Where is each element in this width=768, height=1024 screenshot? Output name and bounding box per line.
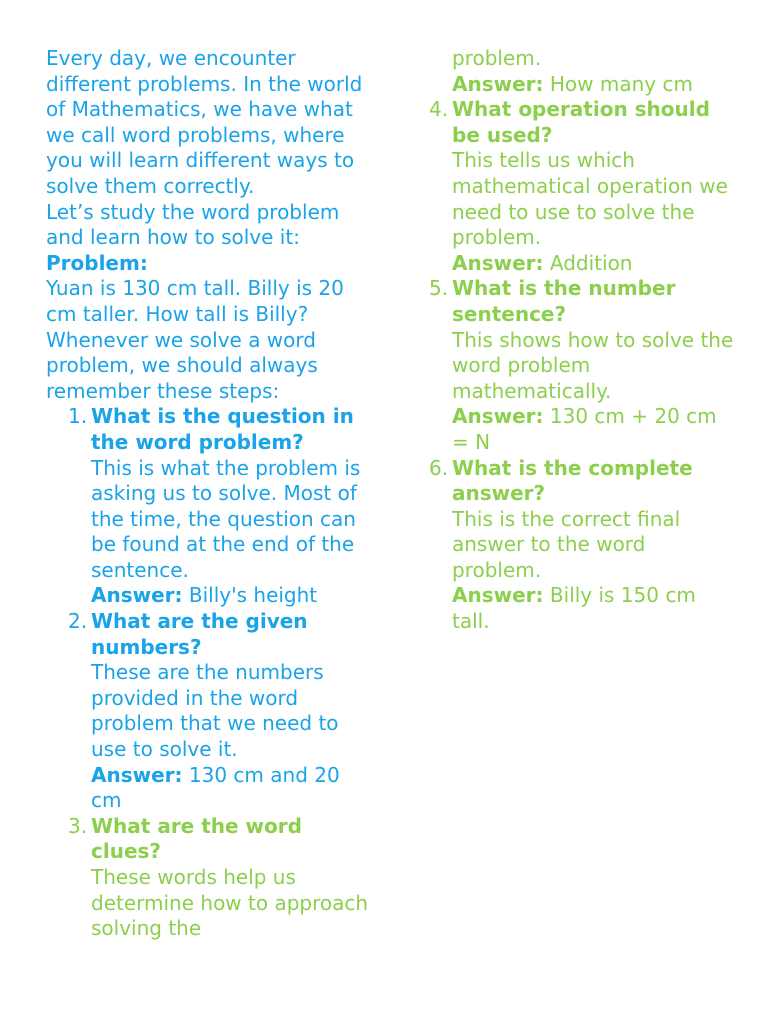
step-1 <box>46 404 376 609</box>
answer-value: 130 cm and 20 cm <box>91 762 340 813</box>
step-answer <box>452 251 737 277</box>
step-title: What is the question in the word problem? <box>91 404 354 454</box>
step-answer <box>452 72 737 98</box>
problem-label: Problem: <box>46 250 148 275</box>
step-description: These are the numbers provided in the word problem that we need to use to solve it. <box>91 660 339 762</box>
answer-label: Answer: <box>91 762 183 787</box>
answer-label: Answer: <box>452 71 544 96</box>
step-title: What are the given numbers? <box>91 609 308 659</box>
step-description-continued: problem. <box>452 46 542 70</box>
step-number: 2. <box>68 609 88 634</box>
answer-value: Addition <box>549 250 633 275</box>
step-answer <box>452 404 737 455</box>
step-description: This tells us which mathematical operation we need to use to solve the problem. <box>452 148 728 250</box>
intro-section <box>46 46 376 404</box>
right-column <box>407 46 737 635</box>
step-title: What is the number sentence? <box>452 276 676 326</box>
step-title: What are the word clues? <box>91 813 302 864</box>
step-6 <box>407 456 737 635</box>
step-number: 1. <box>68 404 88 429</box>
step-4 <box>407 97 737 276</box>
step-answer <box>452 583 737 634</box>
answer-value: How many cm <box>549 71 693 96</box>
step-answer <box>91 763 376 814</box>
problem-text: Yuan is 130 cm tall. Billy is 20 cm taller. How tall is Billy? <box>46 276 344 326</box>
step-3-continued <box>407 46 737 97</box>
answer-label: Answer: <box>91 583 183 608</box>
step-number: 4. <box>429 97 449 122</box>
left-column <box>46 46 376 942</box>
step-title: What is the complete answer? <box>452 455 693 506</box>
step-5 <box>407 276 737 455</box>
answer-label: Answer: <box>452 583 544 608</box>
answer-value: Billy's height <box>188 583 318 608</box>
step-description: These words help us determine how to approach solving the <box>91 865 369 941</box>
answer-label: Answer: <box>452 250 544 275</box>
answer-value: Billy is 150 cm tall. <box>452 583 696 634</box>
answer-value: 130 cm + 20 cm = N <box>452 404 717 454</box>
intro-lead-in: Let’s study the word problem and learn how to solve it: <box>46 199 340 250</box>
step-3 <box>46 814 376 942</box>
step-2 <box>46 609 376 814</box>
step-number: 3. <box>68 813 88 838</box>
step-description: This is what the problem is asking us to solve. Most of the time, the question can be found at the end of the sentence. <box>91 455 361 582</box>
step-number: 6. <box>429 455 449 480</box>
step-title: What operation should be used? <box>452 97 710 147</box>
step-answer <box>91 583 376 609</box>
step-number: 5. <box>429 276 449 301</box>
steps-intro: Whenever we solve a word problem, we should always remember these steps: <box>46 327 318 403</box>
answer-label: Answer: <box>452 404 544 429</box>
step-description: This is the correct final answer to the word problem. <box>452 506 681 582</box>
step-description: This shows how to solve the word problem mathematically. <box>452 327 734 403</box>
intro-paragraph: Every day, we encounter different problems. In the world of Mathematics, we have what we call word problems, where you will learn different ways to solve them correctly. <box>46 46 363 198</box>
